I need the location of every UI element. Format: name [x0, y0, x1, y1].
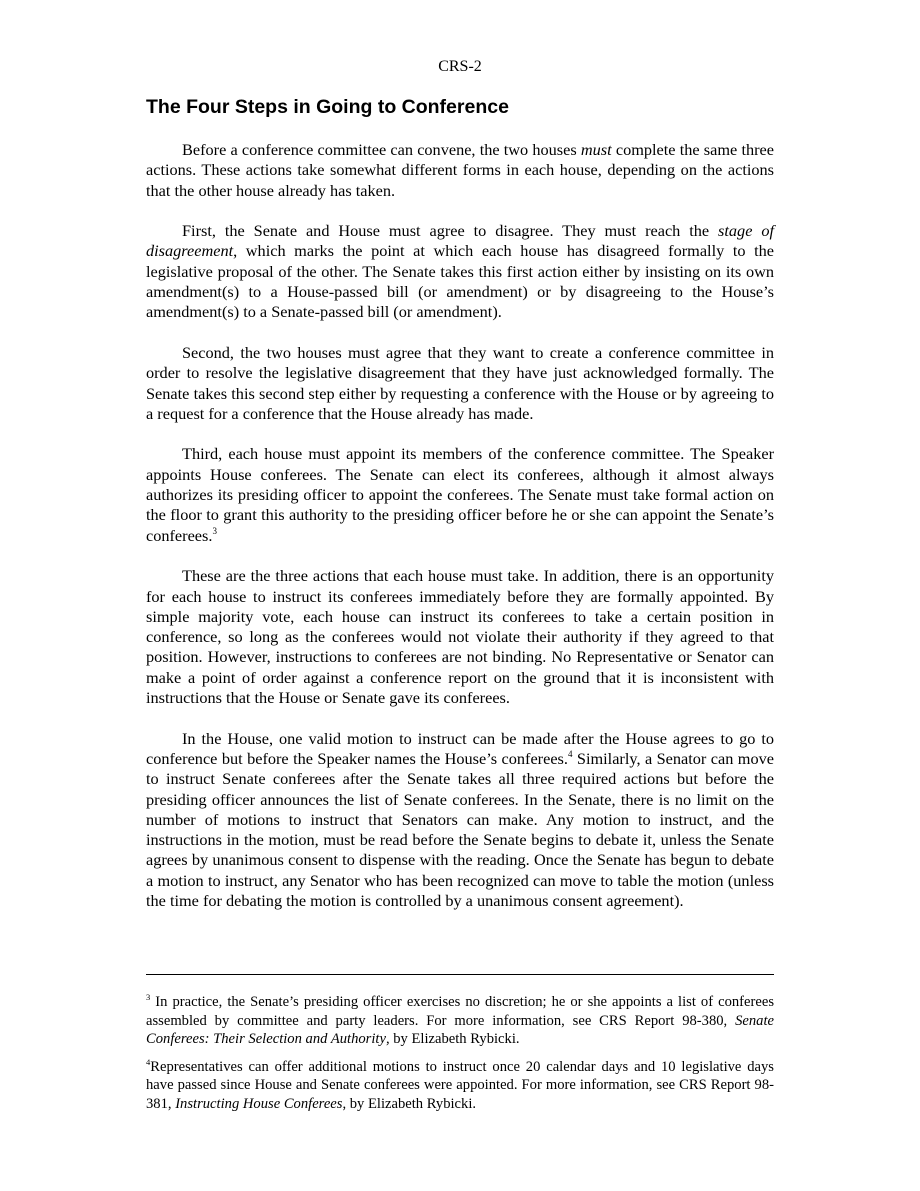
paragraph-6: In the House, one valid motion to instruct can be made after the House agrees to go to conference but before the Speaker names the House’s conferees.$^4$ Similarly, a Senator can move to instruct Senate conferees after the Senate takes all three required actions but before the presiding officer announces the list of Senate conferees. In the Senate, there is no limit on the number of motions to instruct that Senators can make. Any motion to instruct, and the instructions in the motion, must be read before the Senate begins to debate it, unless the Senate agrees by unanimous consent to dispense with the reading. Once the Senate has begun to debate a motion to instruct, any Senator who has been recognized can move to table the motion (unless the time for debating the motion is controlled by a unanimous consent agreement). [146, 728, 774, 910]
body-text [146, 140, 774, 932]
section-heading: The Four Steps in Going to Conference [146, 96, 509, 118]
paragraph-1: Before a conference committee can convene, the two houses must complete the same three actions. These actions take somewhat different forms in each house, depending on the actions that the other house already has taken. [146, 140, 774, 200]
paragraph-2: First, the Senate and House must agree to disagree. They must reach the stage of disagreement, which marks the point at which each house has disagreed formally to the legislative proposal of the other. The Senate takes this first action either by insisting on its own amendment(s) to a House-passed bill (or amendment) or by disagreeing to the House’s amendment(s) to a Senate-passed bill (or amendment). [146, 221, 774, 322]
footnote-4: $^4$Representatives can offer additional motions to instruct once 20 calendar days and 10 legislative days have passed since House and Senate conferees were appointed. For more information, see CRS Report 98-381, Instructing House Conferees, by Elizabeth Rybicki. [146, 1056, 774, 1112]
paragraph-4: Third, each house must appoint its members of the conference committee. The Speaker appoints House conferees. The Senate can elect its conferees, although it almost always authorizes its presiding officer to appoint the conferees. The Senate must take formal action on the floor to grant this authority to the presiding officer before he or she can appoint the Senate’s conferees.$^3$ [146, 444, 774, 545]
footnote-ref-4[interactable]: 4 [567, 748, 573, 759]
footnote-ref-3[interactable]: 3 [212, 525, 217, 536]
footnote-3: $^3$ In practice, the Senate’s presiding officer exercises no discretion; he or she appoints a list of conferees assembled by committee and party leaders. For more information, see CRS Report 98-380, Senate Conferees: Their Selection and Authority, by Elizabeth Rybicki. [146, 992, 774, 1047]
page-number: CRS-2 [438, 58, 482, 75]
footnote-divider [146, 974, 774, 975]
footnotes [146, 993, 774, 1122]
paragraph-3: Second, the two houses must agree that they want to create a conference committee in order to resolve the legislative disagreement that they have just acknowledged formally. The Senate takes this second step either by requesting a conference with the House or by agreeing to a request for a conference that the House already has made. [146, 342, 774, 423]
paragraph-5: These are the three actions that each house must take. In addition, there is an opportunity for each house to instruct its conferees immediately before they are formally appointed. By simple majority vote, each house can instruct its conferees to take a certain position in conference, so long as the conferees would not violate their authority if they agreed to that position. However, instructions to conferees are not binding. No Representative or Senator can make a point of order against a conference report on the ground that it is inconsistent with instructions that the House or Senate gave its conferees. [146, 566, 774, 708]
